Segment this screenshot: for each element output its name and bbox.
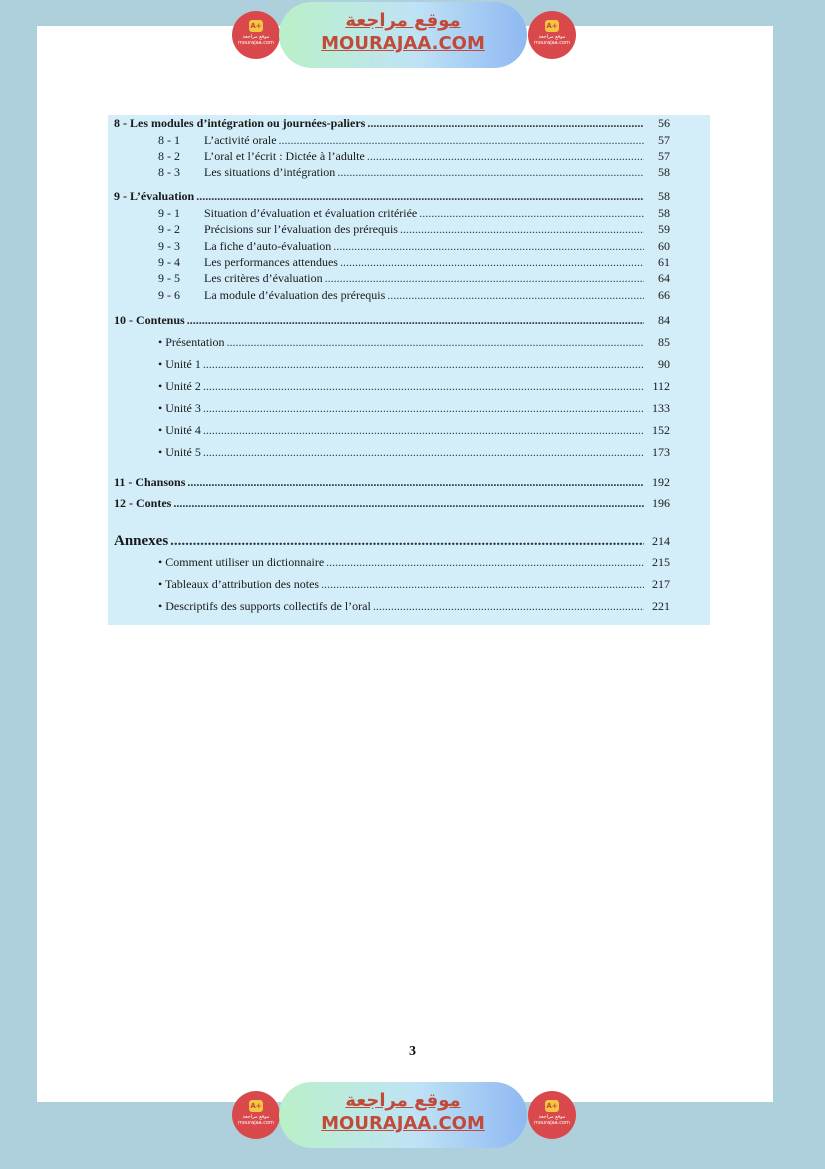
toc-page: 173 <box>652 445 670 459</box>
toc-entry[interactable] <box>108 335 710 350</box>
toc-page: 59 <box>658 222 670 236</box>
toc-page: 90 <box>658 357 670 371</box>
toc-number: 9 - 3 <box>158 239 180 253</box>
toc-label: L’activité orale <box>204 133 277 147</box>
toc-page: 112 <box>652 379 670 393</box>
toc-entry[interactable] <box>108 222 710 237</box>
toc-label: • Unité 3 <box>158 401 201 415</box>
toc-label: • Unité 4 <box>158 423 201 437</box>
toc-label: Précisions sur l’évaluation des prérequis <box>204 222 398 236</box>
toc-page: 133 <box>652 401 670 415</box>
mourajaa-logo <box>232 11 280 59</box>
toc-page: 217 <box>652 577 670 591</box>
toc-entry[interactable] <box>108 165 710 180</box>
toc-entry[interactable] <box>108 255 710 270</box>
logo-badge: A+ <box>546 22 558 30</box>
toc-number: 8 - 2 <box>158 149 180 163</box>
toc-label: 9 - L’évaluation <box>114 189 195 203</box>
logo-text: mourajaa.com <box>533 1120 570 1126</box>
logo-text-arabic: موقع مراجعة <box>242 1114 270 1120</box>
toc-entry[interactable] <box>108 555 710 570</box>
toc-label: • Descriptifs des supports collectifs de l’oral <box>158 599 371 613</box>
logo-text: mourajaa.com <box>237 40 274 46</box>
toc-page: 192 <box>652 475 670 489</box>
toc-page: 85 <box>658 335 670 349</box>
toc-page: 58 <box>658 189 670 203</box>
toc-label: • Tableaux d’attribution des notes <box>158 577 320 591</box>
logo-badge: A+ <box>250 22 262 30</box>
toc-label: Les situations d’intégration <box>204 165 336 179</box>
toc-number: 9 - 1 <box>158 206 180 220</box>
mourajaa-logo <box>232 1091 280 1139</box>
toc-label: La fiche d’auto-évaluation <box>204 239 332 253</box>
logo-badge: A+ <box>546 1102 558 1110</box>
logo-text: mourajaa.com <box>237 1120 274 1126</box>
toc-page: 196 <box>652 496 670 510</box>
toc-entry[interactable] <box>108 189 710 204</box>
toc-entry[interactable] <box>108 475 710 490</box>
toc-label: Situation d’évaluation et évaluation critériée <box>204 206 418 220</box>
toc-page: 61 <box>658 255 670 269</box>
toc-entry[interactable] <box>108 271 710 286</box>
toc-entry[interactable] <box>108 116 710 131</box>
toc-label: Annexes <box>114 533 169 549</box>
toc-page: 58 <box>658 165 670 179</box>
toc-entry[interactable] <box>108 532 710 550</box>
toc-label: Les critères d’évaluation <box>204 271 323 285</box>
toc-label: • Unité 2 <box>158 379 201 393</box>
toc-entry[interactable] <box>108 423 710 438</box>
toc-page: 221 <box>652 599 670 613</box>
toc-entry[interactable] <box>108 379 710 394</box>
toc-entry[interactable] <box>108 577 710 592</box>
toc-number: 9 - 4 <box>158 255 180 269</box>
toc-entry[interactable] <box>108 133 710 148</box>
toc-label: • Unité 5 <box>158 445 201 459</box>
toc-page: 60 <box>658 239 670 253</box>
page-number: 3 <box>409 1044 416 1059</box>
toc-entry[interactable] <box>108 599 710 614</box>
toc-number: 9 - 5 <box>158 271 180 285</box>
toc-label: 11 - Chansons <box>114 475 186 489</box>
toc-label: 8 - Les modules d’intégration ou journées-paliers <box>114 116 366 130</box>
site-name-arabic[interactable]: موقع مراجعة <box>345 1090 461 1111</box>
toc-number: 9 - 2 <box>158 222 180 236</box>
toc-entry[interactable] <box>108 149 710 164</box>
site-link-pill[interactable] <box>279 2 527 68</box>
toc-number: 8 - 1 <box>158 133 180 147</box>
logo-text: mourajaa.com <box>533 40 570 46</box>
toc-page: 66 <box>658 288 670 302</box>
toc-page: 57 <box>658 133 670 147</box>
toc-label: • Unité 1 <box>158 357 201 371</box>
toc-number: 8 - 3 <box>158 165 180 179</box>
toc-number: 9 - 6 <box>158 288 180 302</box>
bottom-banner[interactable] <box>232 1082 577 1144</box>
mourajaa-logo <box>528 11 576 59</box>
logo-text-arabic: موقع مراجعة <box>538 34 566 40</box>
toc-label: • Présentation <box>158 335 225 349</box>
toc-entry[interactable] <box>108 313 710 328</box>
toc-entry[interactable] <box>108 239 710 254</box>
logo-badge: A+ <box>250 1102 262 1110</box>
table-of-contents <box>108 115 710 625</box>
site-name-latin[interactable]: MOURAJAA.COM <box>321 33 485 54</box>
toc-label: • Comment utiliser un dictionnaire <box>158 555 325 569</box>
mourajaa-logo <box>528 1091 576 1139</box>
toc-label: 10 - Contenus <box>114 313 185 327</box>
site-name-arabic[interactable]: موقع مراجعة <box>345 10 461 31</box>
toc-label: La module d’évaluation des prérequis <box>204 288 386 302</box>
logo-text-arabic: موقع مراجعة <box>242 34 270 40</box>
toc-entry[interactable] <box>108 206 710 221</box>
logo-text-arabic: موقع مراجعة <box>538 1114 566 1120</box>
toc-entry[interactable] <box>108 401 710 416</box>
toc-entry[interactable] <box>108 496 710 511</box>
toc-page: 57 <box>658 149 670 163</box>
toc-page: 152 <box>652 423 670 437</box>
toc-entry[interactable] <box>108 357 710 372</box>
toc-entry[interactable] <box>108 445 710 460</box>
toc-page: 214 <box>652 534 670 548</box>
toc-entry[interactable] <box>108 288 710 303</box>
toc-page: 64 <box>658 271 670 285</box>
toc-page: 56 <box>658 116 670 130</box>
toc-page: 58 <box>658 206 670 220</box>
toc-label: 12 - Contes <box>114 496 172 510</box>
site-name-latin[interactable]: MOURAJAA.COM <box>321 1113 485 1134</box>
toc-label: L’oral et l’écrit : Dictée à l’adulte <box>204 149 365 163</box>
toc-label: Les performances attendues <box>204 255 338 269</box>
toc-page: 215 <box>652 555 670 569</box>
site-link-pill[interactable] <box>279 1082 527 1148</box>
top-banner[interactable] <box>232 2 577 64</box>
toc-page: 84 <box>658 313 670 327</box>
